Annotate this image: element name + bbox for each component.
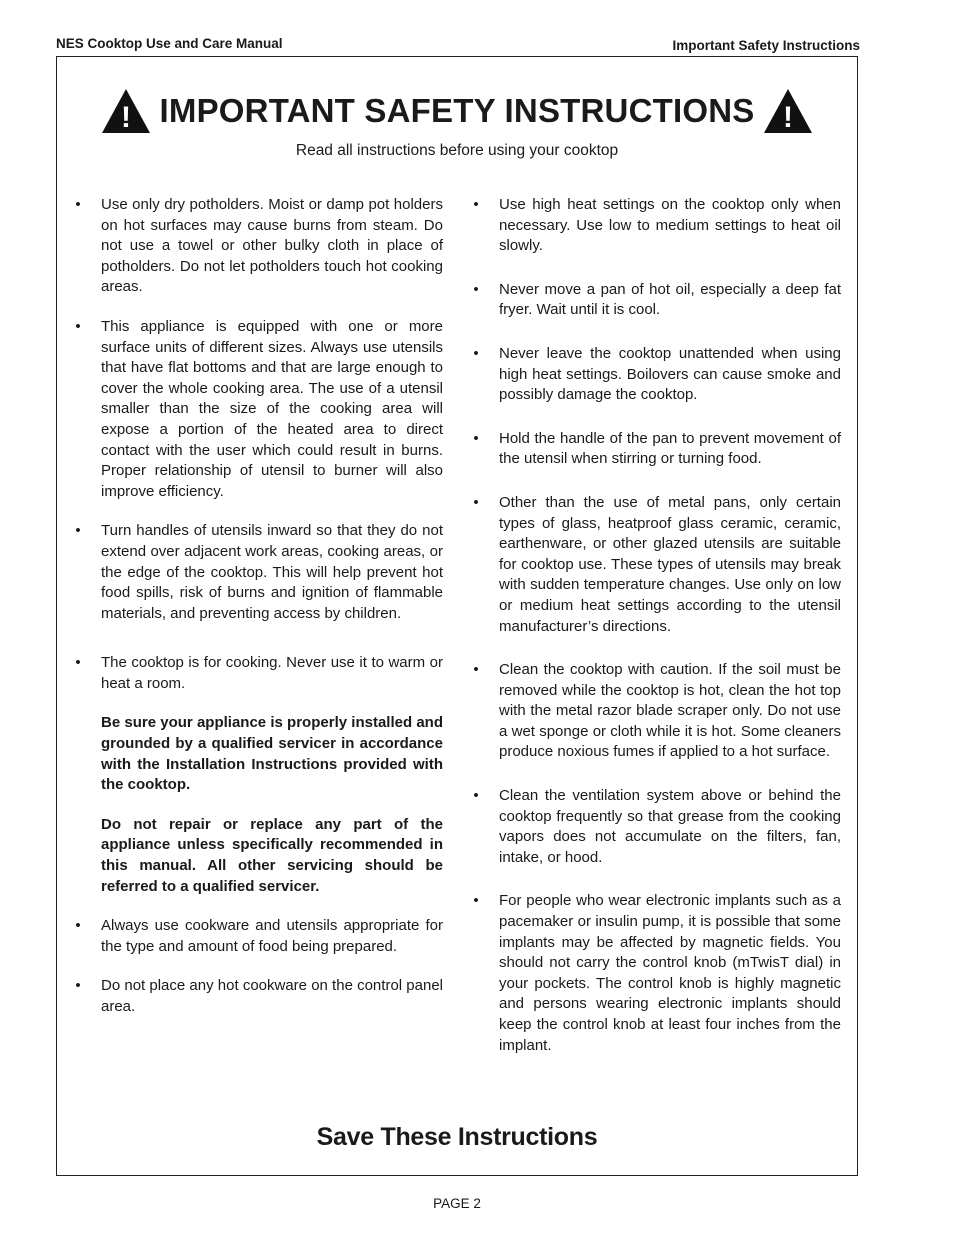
list-item — [471, 891, 841, 1056]
list-item-text: Use high heat settings on the cooktop only when necessary. Use low to medium settings to heat oil slowly. — [499, 196, 841, 255]
list-item-text: Turn handles of utensils inward so that they do not extend over adjacent work areas, cooking areas, or the edge of the cooktop. This will help prevent hot food spills, risk of burns and ignition of flammable materials, and preventing access by children. — [101, 522, 443, 622]
bullet: • — [473, 892, 479, 910]
bullet: • — [75, 917, 81, 935]
bullet: • — [473, 429, 479, 447]
left-column — [73, 195, 443, 1018]
bullet: • — [473, 787, 479, 805]
list-item-text: This appliance is equipped with one or more surface units of different sizes. Always use utensils that have flat bottoms and that are large enough to cover the whole cooking area. The use of a utensil smaller than the size of the cooking area will expose a portion of the heated area to direct contact with the user which could result in burns. Proper relationship of utensil to burner will also improve efficiency. — [101, 317, 443, 500]
list-item-text: Do not place any hot cookware on the control panel area. — [101, 977, 443, 1015]
running-header-right: Important Safety Instructions — [672, 38, 860, 53]
list-item — [471, 493, 841, 637]
list-item — [471, 195, 841, 257]
list-item — [471, 280, 841, 321]
bullet: • — [75, 977, 81, 995]
bullet: • — [75, 196, 81, 213]
list-item — [471, 429, 841, 470]
list-item-text: The cooktop is for cooking. Never use it to warm or heat a room. — [101, 654, 443, 692]
page-number: PAGE 2 — [433, 1196, 481, 1211]
list-item — [471, 660, 841, 763]
list-item — [73, 521, 443, 624]
bullet: • — [75, 522, 81, 540]
bold-note: Do not repair or replace any part of the appliance unless specifically recommended in this manual. All other servicing should be referred to a qualified servicer. — [101, 815, 443, 895]
bullet: • — [473, 661, 479, 679]
warning-triangle-icon — [762, 87, 814, 135]
bullet: • — [473, 280, 479, 298]
warning-glyph: ! — [120, 101, 131, 134]
subtitle: Read all instructions before using your cooktop — [295, 142, 619, 159]
list-item — [73, 653, 443, 694]
list-item-text: Hold the handle of the pan to prevent movement of the utensil when stirring or turning food. — [499, 429, 841, 468]
list-item-text: Clean the ventilation system above or behind the cooktop frequently so that grease from the cooking vapors does not accumulate on the filters, fan, intake, or hood. — [499, 787, 841, 866]
page-title: IMPORTANT SAFETY INSTRUCTIONS — [159, 92, 755, 129]
right-column — [471, 195, 841, 1056]
list-item-text: Never leave the cooktop unattended when using high heat settings. Boilovers can cause smoke and possibly damage the cooktop. — [499, 344, 841, 404]
warning-triangle-icon — [100, 87, 152, 135]
list-item — [73, 976, 443, 1017]
list-item-text: Use only dry potholders. Moist or damp pot holders on hot surfaces may cause burns from steam. Do not use a towel or other bulky cloth in place of potholders. Do not let potholders touch hot cooking areas. — [101, 196, 443, 296]
list-item-text: Clean the cooktop with caution. If the soil must be removed while the cooktop is hot, clean the hot top with the metal razor blade scraper only. Do not use a wet sponge or cloth while it is hot. Some cleaners produce noxious fumes if applied to a hot surface. — [499, 661, 841, 761]
list-item-text: For people who wear electronic implants such as a pacemaker or insulin pump, it is possible that some implants may be affected by magnetic fields. You should not carry the control knob (mTwisT dial) in your pockets. The control knob is highly magnetic and persons wearing electronic implants should keep the control knob at least four inches from the implant. — [499, 892, 841, 1054]
list-item-text: Other than the use of metal pans, only certain types of glass, heatproof glass ceramic, ceramic, earthenware, or other glazed utensils are suitable for cooktop use. These types of utensils may break with sudden temperature changes. Use only on low or medium heat settings according to the utensil manufacturer’s directions. — [499, 493, 841, 635]
list-item-text: Never move a pan of hot oil, especially a deep fat fryer. Wait until it is cool. — [499, 280, 841, 319]
bullet: • — [473, 493, 479, 511]
content-frame — [56, 56, 858, 1176]
title-row — [57, 87, 857, 135]
running-header-left: NES Cooktop Use and Care Manual — [56, 36, 283, 51]
save-instructions-heading: Save These Instructions — [316, 1123, 598, 1151]
bullet: • — [473, 344, 479, 362]
bullet: • — [473, 196, 479, 213]
list-item — [73, 195, 443, 298]
warning-glyph: ! — [783, 101, 794, 134]
list-item-text: Always use cookware and utensils appropriate for the type and amount of food being prepared. — [101, 917, 443, 955]
bullet: • — [75, 654, 81, 672]
bold-note: Be sure your appliance is properly installed and grounded by a qualified servicer in accordance with the Installation Instructions provided with the cooktop. — [101, 714, 443, 794]
list-item — [73, 317, 443, 502]
list-item — [73, 916, 443, 957]
list-item — [471, 344, 841, 406]
list-item — [471, 786, 841, 868]
bullet: • — [75, 317, 81, 335]
